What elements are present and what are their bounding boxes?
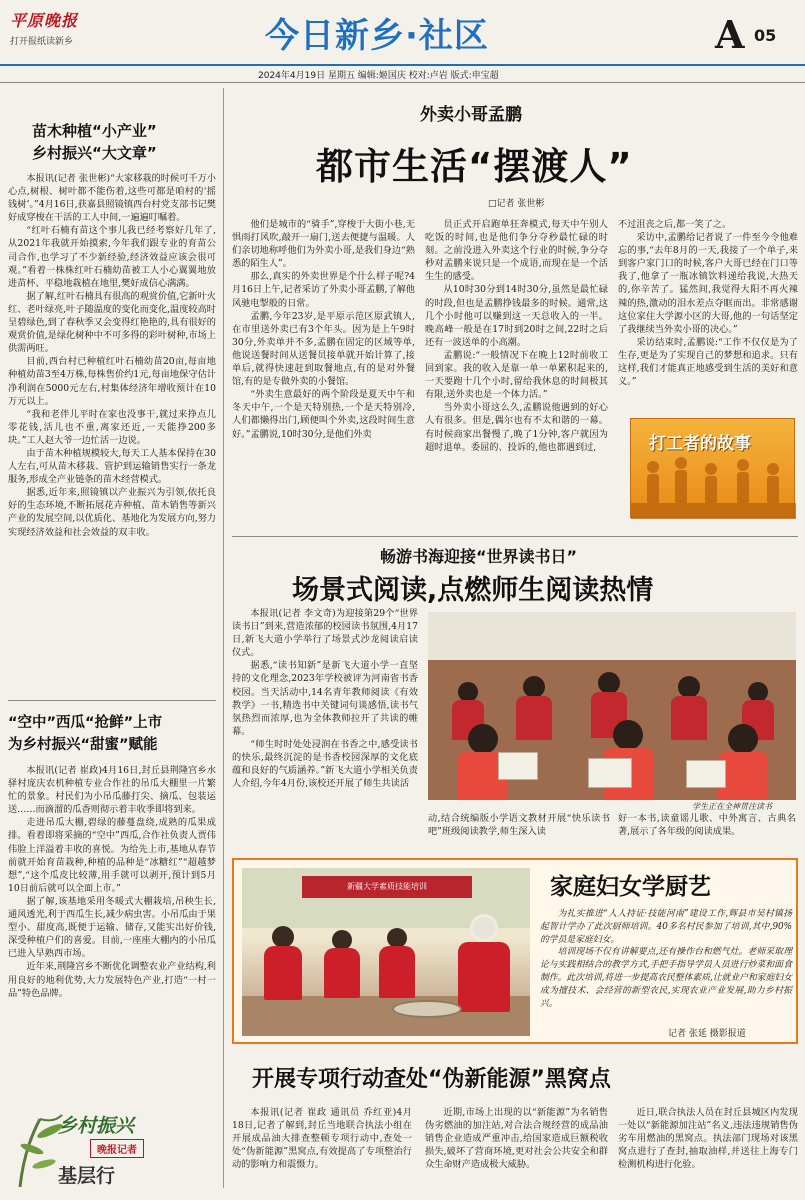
paper-logo [10,8,102,52]
left-column-divider [223,88,224,1188]
seedlings-paragraph: 本报讯(记者 张世彬)“大家移栽的时候可千万小心点,树根、树叶都不能伤着,这些可都是咱村的‘摇钱树’。”4月16日,获嘉县照镜镇西台村党支部书记樊好成穿梭在干活的工人中间,一遍遍叮嘱着。 [8,173,216,224]
badge-line-1: 乡村振兴 [58,1115,135,1137]
book-icon [498,752,538,780]
page-number: 05 [754,26,777,45]
energy-headline: 开展专项行动查处“伪新能源”黑窝点 [252,1067,611,1092]
trainee-figure [332,930,352,950]
courier-bottom-rule [232,536,798,537]
badge-line-2: 晚报记者 [90,1139,144,1158]
cooking-headline: 家庭妇女学厨艺 [550,874,711,900]
trainee-figure [387,928,407,948]
reading-column-1 [232,607,418,790]
chef-figure [458,942,510,1012]
courier-column-2 [425,218,608,454]
student-figure [468,724,498,754]
rural-revitalization-badge [10,1105,215,1193]
courier-byline: □记者 张世彬 [488,199,545,209]
reading-photo [428,612,796,800]
energy-paragraph: 本报讯(记者 崔政 通讯员 乔红亚)4月18日,记者了解到,封丘当地联合执法小组在开展成品油大排查整顿专项行动中,查处一处“伪新能源”黑窝点,有效提高了专项整治行动的影响力和震慑力。 [232,1107,412,1171]
reading-paragraph: 据悉,“读书知新”是新飞大道小学一直坚持的文化理念,2023年学校被评为河南省书香校园。当天活动中,14名青年教师阅读《有效教学》一书,精选书中关键词句谈感悟,读书气氛热烈而浓厚,也为全体教师拉开了共读的帷幕。 [232,660,418,737]
seedlings-paragraph: “红叶石楠有苗这个事儿我已经考察好几年了,从2021年我就开始摸索,今年我们跟专业的育苗公司合作,也学习了不少新经验,经济效益应该会很可观。”看着一株株红叶石楠幼苗被工人小心翼翼地放进苗杯、平稳地栽植在地里,樊好成信心满满。 [8,225,216,289]
seedlings-paragraph: 据了解,红叶石楠具有很高的观赏价值,它新叶火红、老叶绿亮,叶子随温度的变化而变化,温度较高时呈碧绿色,到了春秋季又会变得红艳艳的,具有很好的观赏价值,是绿化树种中不可多得的彩叶树种,市场上供需两旺。 [8,290,216,355]
article-seedlings [8,120,216,539]
watermelon-headline-2: 为乡村振兴“甜蜜”赋能 [8,737,158,753]
cooking-feature-box [232,858,798,1044]
badge-line-3: 基层行 [58,1165,116,1187]
training-banner: 新疆大学素质技能培训 [302,876,472,898]
dateline: 2024年4月19日 星期五 编辑:姬国庆 校对:卢岩 版式:申宝超 [258,71,499,81]
article-watermelon [8,712,216,1000]
courier-paragraph: 他们是城市的“骑手”,穿梭于大街小巷,无惧雨打风吹,敲开一扇门,送去便捷与温暖。人们亲切地称呼他们为外卖小哥,是我们身边“熟悉的陌生人”。 [232,219,415,270]
energy-column-2 [425,1106,608,1171]
dateline-rule [0,82,805,83]
masthead-rule [0,64,805,66]
reading-photo-caption: 学生正在全神贯注读书 [692,802,772,811]
dough-tray-icon [392,1000,462,1018]
reading-headline: 场景式阅读,点燃师生阅读热情 [292,575,654,606]
watermelon-headline-1: “空中”西瓜“抢鲜”上市 [8,715,163,731]
cooking-paragraph: 培训现场不仅有讲解要点,还有操作台和燃气灶。老师采取理论与实践相结合的教学方式,手把手指导学员人员进行炒菜和面食制作。此次培训,将进一步提高农民整体素质,让就业户和家庭妇女成为擅技术、会经营的新型农民,实现农业产业发展,助力乡村振兴。 [540,947,792,1009]
seedlings-paragraph: 由于苗木种植规模较大,每天工人基本保持在30人左右,可从苗木移栽、管护到运输销售实行一条龙服务,形成全产业链条的苗木经营模式。 [8,447,216,486]
reading-paragraph: 动,结合统编版小学语文教材开展“快乐读书吧”班级阅读教学,师生深入读 [428,813,610,838]
reading-paragraph: 本报讯(记者 李文奇)为迎接第29个“世界读书日”到来,营造浓郁的校园读书氛围,4月17日,新飞大道小学举行了场景式沙龙阅读启读仪式。 [232,608,418,659]
student-figure [678,676,700,698]
page-letter: A [715,12,745,57]
courier-headline: 都市生活“摆渡人” [316,145,633,188]
cooking-body [540,908,792,1010]
section-title: 今日新乡·社区 [265,16,489,56]
book-icon [588,758,632,788]
seedlings-headline-2: 乡村振兴“大文章” [32,144,157,162]
energy-column-3 [618,1106,798,1171]
seedlings-paragraph: 目前,西台村已种植红叶石楠幼苗20亩,每亩地种植幼苗3至4万株,每株售价约1元,每亩地保守估计净利润在5000元左右,村集体经济年增收预计在10万元以上。 [8,356,216,407]
seedlings-paragraph: “我和老伴儿平时在家也没事干,就过来挣点儿零花钱,活儿也不重,离家还近,一天能挣200多块。”工人赵大爷一边忙活一边说。 [8,408,216,446]
reading-continuation [428,812,610,838]
cooking-photo [242,868,530,1036]
cooking-paragraph: 为扎实推进“人人持证·技能河南”建设工作,辉县市吴村镇扬起智计学办了此次厨师培训。40多名村民参加了培训,其中,90%的学员是家庭妇女。 [540,909,792,945]
student-figure [748,682,768,702]
reading-paragraph: “师生时时处处浸润在书香之中,感受读书的快乐,最终沉淀的是书香校园深厚的文化底蕴和良好的气质涵养。”新飞大道小学相关负责人介绍,今年4月份,该校还开展了师生共读活 [232,738,418,790]
courier-paragraph: “外卖生意最好的两个阶段是夏天中午和冬天中午,一个是天特别热,一个是天特别冷,人们都懒得出门,顾便叫个外卖,这段时间生意好。”孟鹏说,10时30分,是他们外卖 [232,389,415,440]
watermelon-paragraph: 走进吊瓜大棚,碧绿的藤蔓盘绕,成熟的瓜果成排。看着即将采摘的“空中”西瓜,合作社负责人贾伟伟脸上洋溢着丰收的喜悦。为给先上市,基地从春节前就开始育苗栽种,种植的品种是“冰糖红”“超越梦想”,“这个瓜皮比较薄,用手就可以剥开,预计到5月10日前后就可以全面上市。” [8,817,216,894]
courier-paragraph: 孟鹏说:“一般情况下在晚上12时前收工回到家。我的收入是靠一单一单累积起来的,一天要跑十几个小时,留给我休息的时间极其有限,送外卖也是一个体力活。” [425,349,608,401]
paper-slogan: 打开报纸读新乡 [10,37,74,47]
book-icon [686,760,726,788]
student-figure [523,676,545,698]
courier-paragraph: 采访中,孟鹏给记者说了一件至今令他难忘的事,“去年8月的一天,我接了一个单子,来到客户家门口的时候,客户大哥已经在门口等我了,他拿了一瓶冰镇饮料递给我说,大热天的,你辛苦了。猛然间,我觉得大阳不再火辣辣的热,激动的泪水差点夺眶而出。非常感谢这位家住大学源小区的大哥,他的一句话坚定了我继续当外卖小哥的决心。” [618,232,798,335]
cooking-credit: 记者 张延 摄影报道 [668,1029,746,1039]
courier-paragraph: 孟鹏,今年23岁,是平原示范区原武镇人,在市里送外卖已有3个年头。因为是上午9时30分,外卖单并不多,孟鹏在固定的区域等单,他说送餐时间从送餐员接单就开始计算了,接单后,就得快速赶到取餐地点,有的是对外餐馆,有的是专做外卖的小餐馆。 [232,310,415,388]
worker-story-badge [630,418,795,518]
reading-kicker: 畅游书海迎接“世界读书日” [380,547,578,566]
watermelon-paragraph: 本报讯(记者 崔政)4月16日,封丘县荆隆宫乡水驿村庞庆农机种植专业合作社的吊瓜大棚里一片繁忙的景象。村民们为小吊瓜藤打尖、摘瓜、包装运送……而滴溜的瓜香则彻示着丰收季即将到来。 [8,765,216,816]
courier-paragraph: 员正式开启跑单狂奔模式,每天中午别人吃饭的时间,也是他们争分夺秒最忙碌的时刻。之前没进入外卖这个行业的时候,争分夺秒对孟鹏来说只是一个成语,而现在是一个活生生的感受。 [425,219,608,283]
reading-continuation-2 [618,812,796,838]
reading-paragraph: 好一本书,读童谣儿歌、中外寓言、古典名著,展示了各年级的阅读成果。 [618,813,796,838]
paper-name: 平原晚报 [10,11,79,30]
energy-paragraph: 近日,联合执法人员在封丘县城区内发现一处以“新能源加注站”名义,违法违规销售伪劣车用燃油的黑窝点。执法部门现场对该黑窝点进行了查封,抽取油样,并送往上海专门检测机构进行化验。 [618,1107,798,1171]
chef-hat-icon [470,914,498,942]
seedlings-headline-1: 苗木种植“小产业” [32,122,157,140]
student-figure [598,672,620,694]
student-figure [728,724,758,754]
courier-kicker: 外卖小哥孟鹏 [420,105,522,125]
courier-column-3 [618,218,798,388]
courier-paragraph: 从10时30分到14时30分,虽然是最忙碌的时段,但也是孟鹏挣钱最多的时候。通常,这几个小时他可以赚到这一天总收入的一半。晚高峰一般是在17时到20时之间,22时之后还有一波送单的小高潮。 [425,284,608,348]
courier-column-1 [232,218,415,441]
energy-column-1 [232,1106,412,1171]
student-figure [458,682,478,702]
watermelon-paragraph: 近年来,荆隆宫乡不断优化调整农业产业结构,利用良好的地利优势,大力发展特色产业,打造“一村一品”特色品牌。 [8,961,216,999]
courier-paragraph: 当外卖小哥这么久,孟鹏说他遇到的好心人有很多。但是,偶尔也有不太和谐的一幕。有时候商家出餐慢了,晚了1分钟,客户就因为超时退单。委屈的、投诉的,他也都遇到过, [425,402,608,453]
courier-paragraph: 不过沮丧之后,都一笑了之。 [618,219,732,230]
worker-story-label: 打工者的故事 [649,434,751,454]
seedlings-paragraph: 据悉,近年来,照镜镇以产业振兴为引领,依托良好的生态环境,不断拓展花卉种植、苗木销售等新兴产业的发展空间,以优质化、基地化为发展方向,努力实现经济效益和社会效益的双丰收。 [8,487,216,538]
energy-paragraph: 近期,市场上出现的以“新能源”为名销售伪劣燃油的加注站,对合法合规经营的成品油销售企业造成严重冲击,给国家造成巨额税收损失,破坏了营商环境,更对社会公共安全和群众生命财产造成极大威胁。 [425,1107,608,1171]
courier-paragraph: 采访结束时,孟鹏说:“工作不仅仅是为了生存,更是为了实现自己的梦想和追求。只有这样,我们才能真正地感受到生活的美好和意义。” [618,336,798,388]
trainee-figure [272,926,294,948]
student-figure [613,720,643,750]
watermelon-paragraph: 据了解,该基地采用冬暖式大棚栽培,吊秧生长,通风透光,利于西瓜生长,减少病虫害。小吊瓜由于果型小、甜度高,既便于运输、储存,又能实出好价钱,深受种植户们的喜爱。目前,一座座大棚内的小吊瓜已进入早熟西市场。 [8,895,216,960]
left-section-divider [8,700,216,701]
courier-paragraph: 那么,真实的外卖世界是个什么样子呢?4月16日上午,记者采访了外卖小哥孟鹏,了解他风驰电掣般的日常。 [232,271,415,309]
